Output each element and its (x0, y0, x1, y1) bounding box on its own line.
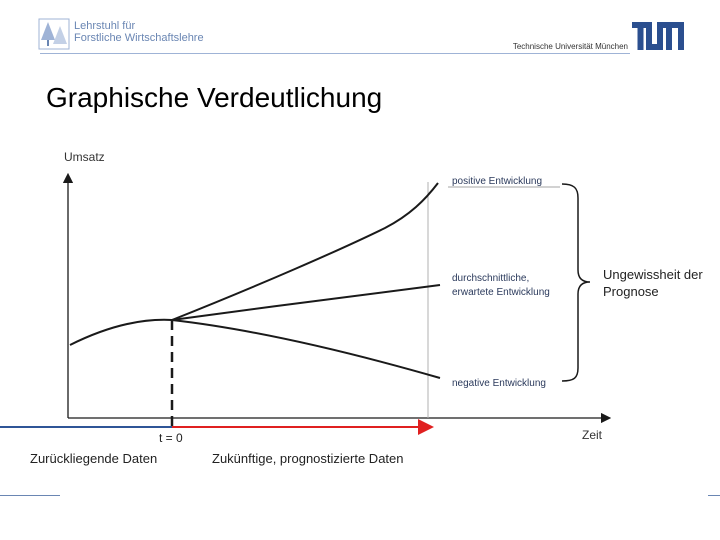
average-label-line2: erwartete Entwicklung (452, 287, 550, 298)
uncertainty-label (603, 266, 703, 300)
x-axis-label: Zeit (582, 428, 603, 442)
positive-curve (172, 183, 438, 320)
average-label-line1: durchschnittliche, (452, 273, 530, 284)
t0-label: t = 0 (159, 431, 183, 445)
y-axis-label: Umsatz (64, 150, 105, 164)
uncertainty-label-line2: Prognose (603, 284, 659, 299)
future-data-label: Zukünftige, prognostizierte Daten (212, 451, 404, 466)
negative-label: negative Entwicklung (452, 378, 546, 389)
uncertainty-brace (562, 184, 590, 381)
chair-name-line1: Lehrstuhl für (74, 20, 136, 32)
past-data-label: Zurückliegende Daten (30, 451, 158, 466)
chair-name-line2: Forstliche Wirtschaftslehre (74, 32, 204, 44)
university-name: Technische Universität München (512, 42, 628, 51)
average-curve (172, 285, 440, 320)
footer-line-right (708, 495, 720, 496)
footer-line-left (0, 495, 60, 496)
positive-label: positive Entwicklung (452, 176, 543, 187)
negative-curve (172, 320, 440, 378)
historical-curve (70, 320, 172, 345)
slide-title: Graphische Verdeutlichung (46, 82, 383, 113)
uncertainty-label-line1: Ungewissheit der (603, 267, 703, 282)
